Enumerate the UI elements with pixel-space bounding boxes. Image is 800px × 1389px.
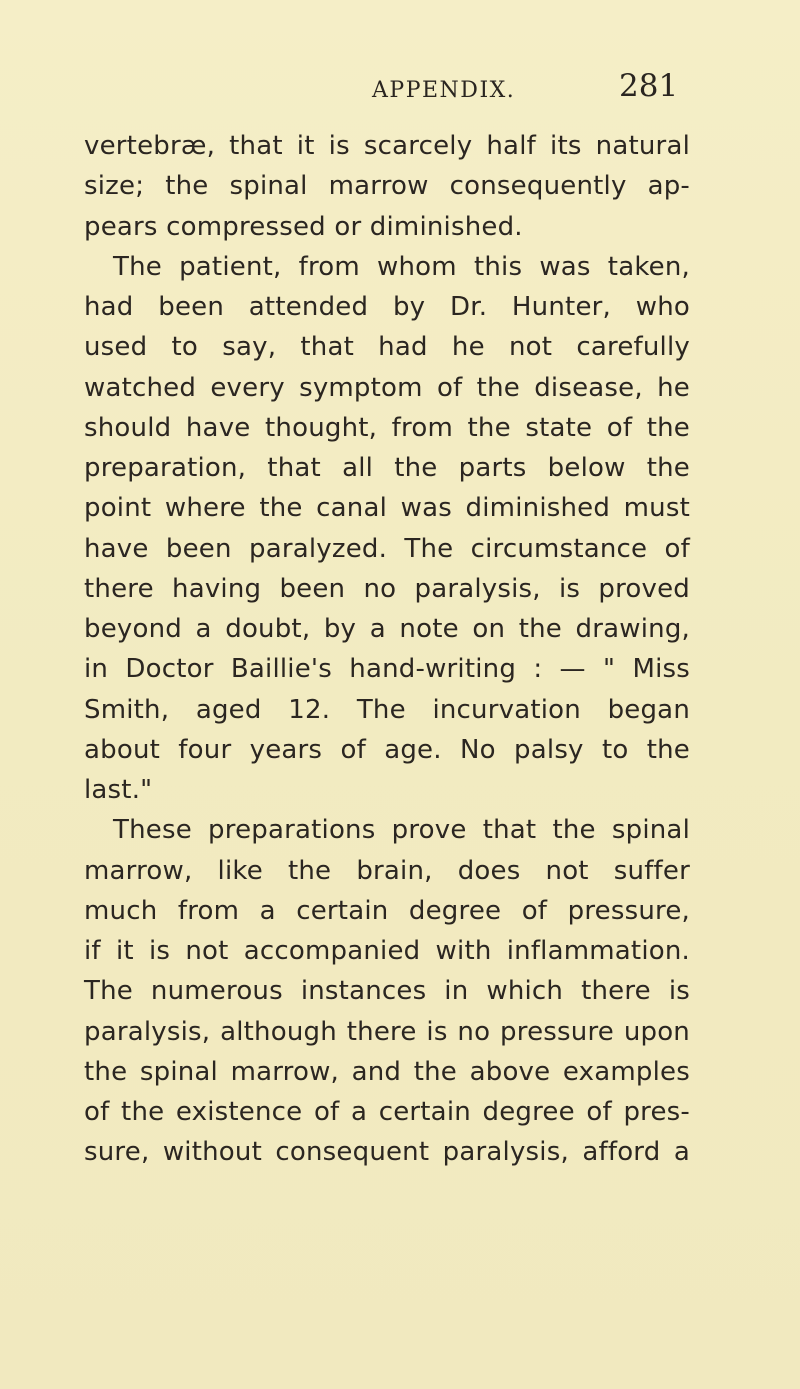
body-text	[84, 126, 690, 1173]
page-header	[0, 68, 800, 108]
text-line: point where the canal was diminished must	[84, 493, 690, 524]
text-line: last."	[84, 775, 153, 805]
text-line: there having been no paralysis, is proved	[84, 573, 690, 604]
text-line: much from a certain degree of pressure,	[84, 895, 690, 926]
text-line: beyond a doubt, by a note on the drawing,	[84, 614, 690, 644]
text-line: about four years of age. No palsy to the	[84, 734, 690, 765]
text-line: vertebræ, that it is scarcely half its natural	[84, 131, 690, 161]
text-line: watched every symptom of the disease, he	[84, 372, 690, 403]
text-line: paralysis, although there is no pressure upon	[84, 1016, 690, 1047]
paragraph-start-line: These preparations prove that the spinal	[113, 815, 690, 846]
text-line: of the existence of a certain degree of pres-	[84, 1097, 690, 1127]
text-line: in Doctor Baillie's hand-writing : — " Miss	[84, 654, 690, 685]
text-line: should have thought, from the state of the	[84, 412, 690, 443]
running-head: APPENDIX.	[372, 78, 516, 103]
page-number: 281	[619, 68, 679, 104]
text-line: sure, without consequent paralysis, afford a	[84, 1137, 690, 1168]
text-line: have been paralyzed. The circumstance of	[84, 533, 690, 564]
text-line: had been attended by Dr. Hunter, who	[84, 292, 690, 322]
paragraph-start-line: The patient, from whom this was taken,	[113, 251, 690, 282]
text-line: The numerous instances in which there is	[84, 976, 690, 1007]
text-line: size; the spinal marrow consequently ap-	[84, 171, 690, 202]
text-line: if it is not accompanied with inflammation.	[84, 936, 690, 966]
text-line: Smith, aged 12. The incurvation began	[84, 694, 690, 725]
text-line: preparation, that all the parts below the	[84, 453, 690, 483]
text-line: the spinal marrow, and the above examples	[84, 1056, 690, 1087]
text-line: used to say, that had he not carefully	[84, 332, 690, 363]
text-line: pears compressed or diminished.	[84, 211, 523, 242]
text-line: marrow, like the brain, does not suffer	[84, 855, 690, 886]
